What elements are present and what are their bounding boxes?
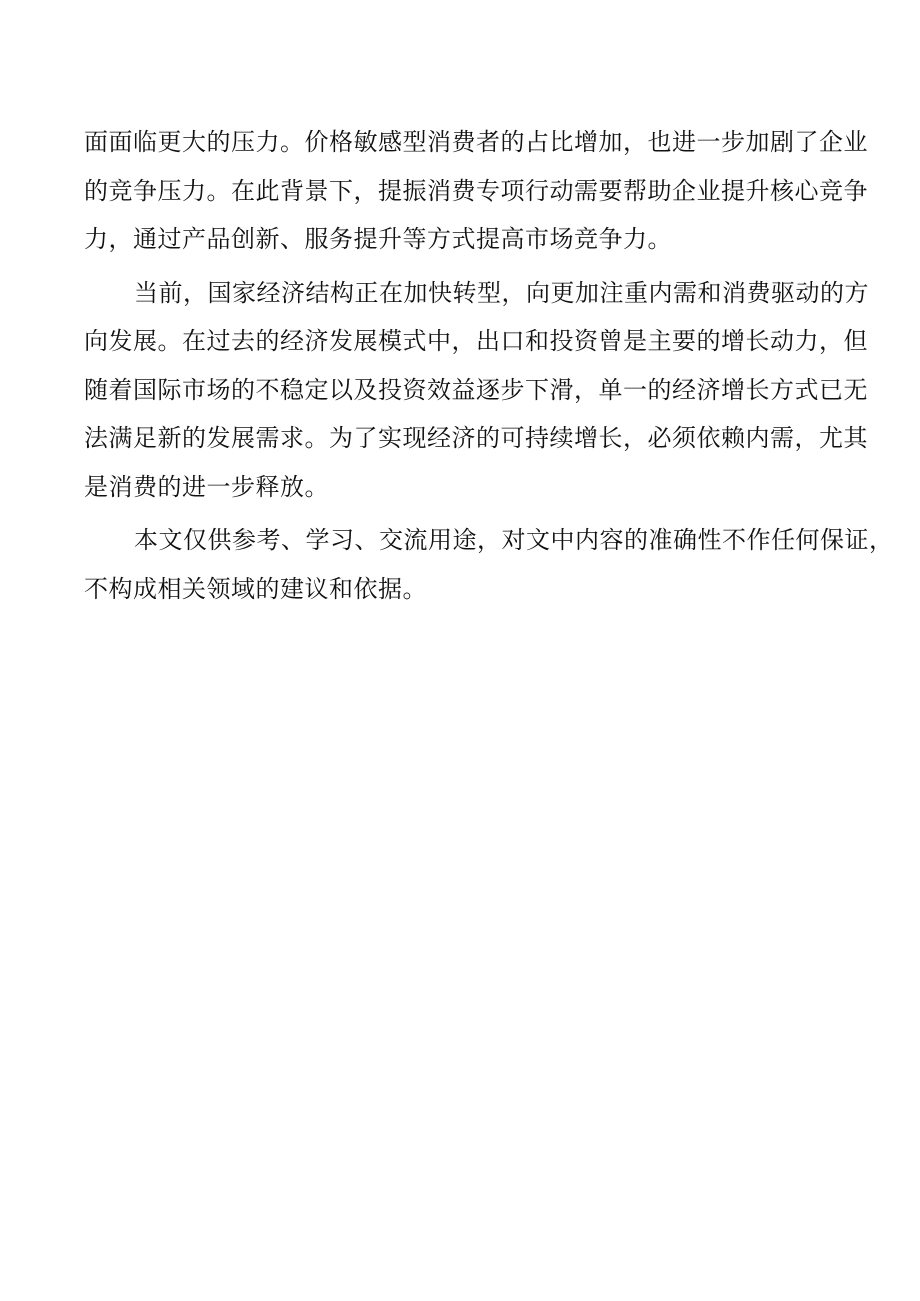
text-line: 向发展。在过去的经济发展模式中，出口和投资曾是主要的增长动力，但 xyxy=(84,327,868,355)
paragraph-economic-transition xyxy=(84,269,869,512)
text-line: 随着国际市场的不稳定以及投资效益逐步下滑，单一的经济增长方式已无 xyxy=(84,375,868,404)
text-line: 本文仅供参考、学习、交流用途，对文中内容的准确性不作任何保证， xyxy=(134,526,894,554)
text-line: 的竞争压力。在此背景下，提振消费专项行动需要帮助企业提升核心竞争 xyxy=(84,176,868,205)
text-line: 面面临更大的压力。价格敏感型消费者的占比增加，也进一步加剧了企业 xyxy=(84,128,868,156)
text-line: 是消费的进一步释放。 xyxy=(84,472,329,501)
paragraph-pressure xyxy=(84,118,868,264)
paragraph-disclaimer xyxy=(84,516,894,613)
text-line: 当前，国家经济结构正在加快转型，向更加注重内需和消费驱动的方 xyxy=(134,278,869,307)
document-body xyxy=(84,118,894,618)
text-line: 法满足新的发展需求。为了实现经济的可持续增长，必须依赖内需，尤其 xyxy=(84,424,868,452)
text-line: 不构成相关领域的建议和依据。 xyxy=(84,574,427,603)
text-line: 力，通过产品创新、服务提升等方式提高市场竞争力。 xyxy=(84,225,672,253)
